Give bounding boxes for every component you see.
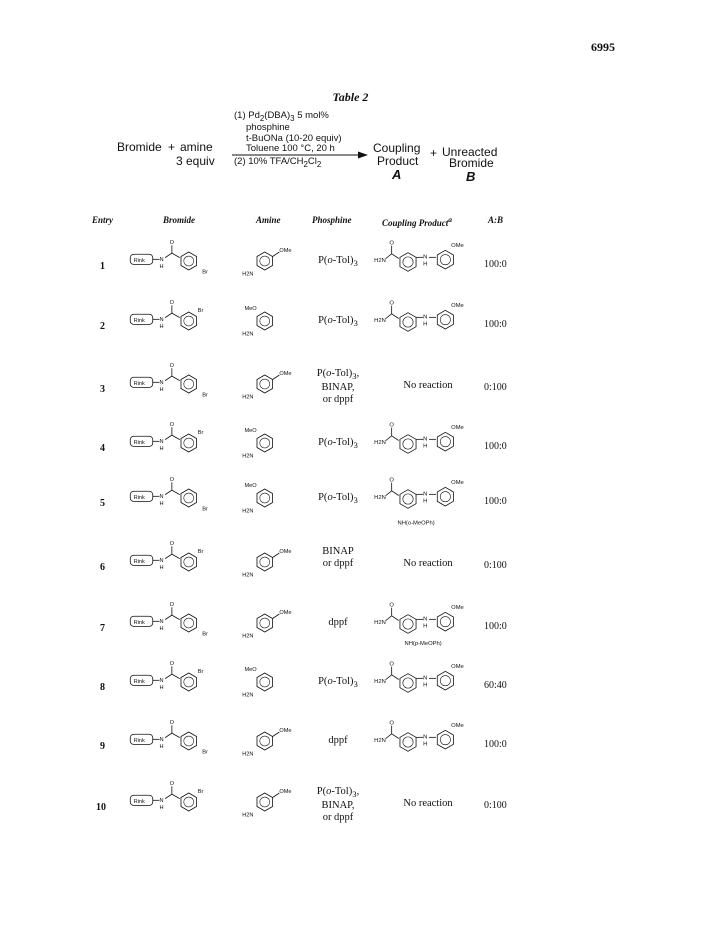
product-ring-b-aromatic [440, 617, 450, 627]
header-amine: Amine [256, 215, 281, 225]
amine-structure [242, 664, 292, 700]
product-ring-b-aromatic [440, 437, 450, 447]
benzene-ring-aromatic [184, 557, 194, 567]
bond [273, 793, 280, 798]
scheme-product-line1: Coupling [373, 141, 421, 155]
header-ratio: A:B [488, 215, 504, 225]
product-structure [372, 721, 472, 763]
amine-ring [257, 732, 273, 750]
amine-ring-aromatic [260, 797, 270, 807]
hydrogen-label: H [159, 386, 164, 393]
bond [172, 615, 180, 620]
bromine-label: Br [202, 392, 208, 399]
bond [273, 732, 280, 737]
amino-label: H2N [374, 738, 386, 744]
oxygen-label: O [169, 422, 174, 429]
benzene-ring [181, 312, 197, 330]
benzene-ring [181, 614, 197, 632]
bond [386, 436, 392, 441]
oxygen-label: O [389, 240, 394, 247]
ratio-value: 0:100 [484, 560, 507, 571]
amino-label: H2N [242, 331, 254, 338]
hydrogen-label: H [423, 443, 428, 450]
amine-ring [257, 553, 273, 571]
bromide-structure [128, 661, 218, 700]
bromine-label: Br [202, 631, 208, 638]
amine-ring [257, 614, 273, 632]
scheme-condition-4: Toluene 100 °C, 20 h [246, 143, 335, 154]
product-ring-a [400, 615, 416, 634]
product-ring-b [437, 671, 453, 690]
phosphine-cell: BINAP or dppf [322, 546, 354, 569]
methoxy-label: OMe [279, 610, 292, 616]
product-ring-a [400, 435, 416, 454]
nitrogen-label: N [423, 436, 428, 443]
ratio-value: 0:100 [484, 800, 507, 811]
amine-structure [242, 605, 292, 641]
hydrogen-label: H [423, 682, 428, 689]
product-ring-b-aromatic [440, 735, 450, 745]
amine-structure [242, 480, 292, 516]
bond [172, 490, 180, 495]
amino-label: H2N [242, 394, 254, 401]
benzene-ring [181, 793, 197, 811]
nitrogen-label: N [423, 616, 428, 623]
bond [386, 491, 392, 496]
benzene-ring-aromatic [184, 677, 194, 687]
entry-number: 8 [100, 682, 105, 693]
product-ring-b [437, 487, 453, 506]
oxygen-label: O [169, 240, 174, 247]
bromine-label: Br [197, 549, 204, 555]
bond [392, 616, 399, 621]
product-ring-b-aromatic [440, 492, 450, 502]
scheme-plus-1: + [168, 140, 176, 154]
amine-ring [257, 434, 273, 452]
nitrogen-label: N [159, 257, 164, 263]
hydrogen-label: H [159, 323, 164, 330]
oxygen-label: O [389, 661, 394, 668]
amine-ring-aromatic [260, 677, 270, 687]
scheme-plus-2: + [430, 146, 438, 160]
scheme-condition-3: t-BuONa (10-20 equiv) [246, 133, 342, 144]
benzene-ring-aromatic [184, 493, 194, 503]
hydrogen-label: H [423, 321, 428, 328]
product-ring-b-aromatic [440, 315, 450, 325]
methoxy-label: OMe [451, 479, 464, 486]
entry-number: 1 [100, 261, 105, 272]
bond [165, 674, 172, 679]
methoxy-label: OMe [451, 604, 464, 611]
oxygen-label: O [389, 477, 394, 484]
product-structure [372, 423, 472, 465]
benzene-ring [181, 489, 197, 507]
bond [165, 554, 172, 559]
amine-ring-aromatic [260, 438, 270, 448]
ratio-value: 60:40 [484, 680, 507, 691]
methoxy-label: MeO [244, 305, 257, 312]
product-ring-a [400, 253, 416, 272]
bromide-structure [128, 602, 218, 641]
entry-number: 6 [100, 562, 105, 573]
entry-number: 10 [96, 802, 106, 813]
product-ring-a-aromatic [403, 317, 413, 327]
hydrogen-label: H [159, 564, 164, 571]
entry-number: 2 [100, 321, 105, 332]
scheme-byproduct-line2: Bromide [449, 156, 494, 170]
bond [392, 436, 399, 441]
scheme-amine-equiv: 3 equiv [176, 154, 215, 168]
bromine-label: Br [202, 269, 208, 276]
product-no-reaction: No reaction [403, 798, 453, 809]
entry-number: 7 [100, 623, 105, 634]
nitrogen-label: N [423, 254, 428, 261]
product-structure [372, 662, 472, 704]
benzene-ring [181, 375, 197, 393]
bond [273, 553, 280, 558]
rink-label: Rink [133, 738, 145, 745]
product-ring-a-aromatic [403, 257, 413, 267]
bond [165, 435, 172, 440]
amine-ring [257, 489, 273, 507]
product-ring-a [400, 490, 416, 509]
nitrogen-label: N [159, 439, 164, 445]
amine-ring-aromatic [260, 256, 270, 266]
product-ring-a-aromatic [403, 439, 413, 449]
amino-label: H2N [242, 572, 254, 579]
hydrogen-label: H [159, 743, 164, 750]
methoxy-label: OMe [451, 302, 464, 309]
amino-label: H2N [374, 318, 386, 324]
bromide-structure [128, 781, 218, 820]
product-ring-b [437, 250, 453, 269]
bond [172, 435, 180, 440]
scheme-condition-2: phosphine [246, 122, 290, 133]
substituent-label: NH(p-MeOPh) [404, 641, 442, 647]
amine-ring-aromatic [260, 379, 270, 389]
amine-ring-aromatic [260, 618, 270, 628]
bromide-structure [128, 422, 218, 461]
bromine-label: Br [197, 308, 204, 314]
ratio-value: 100:0 [484, 496, 507, 507]
hydrogen-label: H [423, 498, 428, 505]
bromine-label: Br [197, 669, 204, 675]
ratio-value: 100:0 [484, 621, 507, 632]
bromine-label: Br [202, 506, 208, 513]
bond [386, 734, 392, 739]
product-ring-a [400, 733, 416, 752]
product-ring-b [437, 432, 453, 451]
oxygen-label: O [389, 602, 394, 609]
oxygen-label: O [169, 781, 174, 788]
substituent-label: NH(o-MeOPh) [397, 520, 435, 527]
amine-structure [242, 425, 292, 461]
benzene-ring-aromatic [184, 316, 194, 326]
ratio-value: 100:0 [484, 441, 507, 452]
hydrogen-label: H [159, 263, 164, 270]
bond [273, 252, 280, 257]
benzene-ring [181, 434, 197, 452]
bromine-label: Br [197, 789, 204, 795]
amino-label: H2N [242, 508, 254, 515]
bond [392, 734, 399, 739]
amine-structure [242, 723, 292, 759]
benzene-ring [181, 252, 197, 270]
bond [172, 554, 180, 559]
hydrogen-label: H [159, 500, 164, 507]
entry-number: 9 [100, 741, 105, 752]
amino-label: H2N [242, 453, 254, 460]
benzene-ring [181, 732, 197, 750]
methoxy-label: MeO [244, 666, 257, 673]
methoxy-label: OMe [279, 728, 292, 734]
header-phosphine: Phosphine [312, 215, 352, 225]
table-title: Table 2 [332, 90, 369, 104]
amine-structure [242, 784, 292, 820]
rink-label: Rink [133, 440, 145, 447]
product-no-reaction: No reaction [403, 558, 453, 569]
phosphine-cell: $P(o-Tol)_3$, BINAP, or dppf [316, 786, 360, 824]
bond [165, 253, 172, 258]
bromine-label: Br [202, 749, 208, 756]
rink-label: Rink [133, 799, 145, 806]
amino-label: H2N [374, 620, 386, 626]
product-ring-b [437, 730, 453, 749]
oxygen-label: O [169, 661, 174, 668]
nitrogen-label: N [159, 798, 164, 804]
nitrogen-label: N [159, 494, 164, 500]
bromide-structure [128, 720, 218, 759]
nitrogen-label: N [423, 675, 428, 682]
product-ring-a [400, 674, 416, 693]
scheme-byproduct-letter: B [466, 169, 476, 184]
rink-label: Rink [133, 679, 145, 686]
nitrogen-label: N [159, 558, 164, 564]
phosphine-cell: dppf [328, 735, 348, 746]
rink-label: Rink [133, 495, 145, 502]
methoxy-label: MeO [244, 427, 257, 434]
product-structure [372, 477, 472, 527]
bond [392, 254, 399, 259]
bond [386, 616, 392, 621]
bond [172, 313, 180, 318]
product-structure [372, 603, 472, 645]
product-ring-b [437, 612, 453, 631]
product-structure [372, 301, 472, 343]
scheme-product-letter: A [392, 167, 402, 182]
bond [165, 376, 172, 381]
nitrogen-label: N [159, 317, 164, 323]
benzene-ring-aromatic [184, 618, 194, 628]
product-ring-a-aromatic [403, 678, 413, 688]
nitrogen-label: N [159, 737, 164, 743]
bond [165, 313, 172, 318]
methoxy-label: OMe [279, 371, 292, 377]
entry-number: 4 [100, 443, 105, 454]
nitrogen-label: N [159, 380, 164, 386]
bond [392, 314, 399, 319]
benzene-ring-aromatic [184, 256, 194, 266]
oxygen-label: O [169, 363, 174, 370]
bond [172, 376, 180, 381]
product-ring-a [400, 313, 416, 332]
bond [392, 675, 399, 680]
bond [165, 490, 172, 495]
benzene-ring [181, 673, 197, 691]
bond [386, 675, 392, 680]
hydrogen-label: H [159, 445, 164, 452]
bond [165, 733, 172, 738]
ratio-value: 100:0 [484, 319, 507, 330]
header-coupling-product: Coupling Product$^a$ [382, 215, 453, 228]
hydrogen-label: H [423, 261, 428, 268]
bond [273, 375, 280, 380]
scheme-product-line2: Product [377, 154, 419, 168]
bromide-structure [128, 541, 218, 580]
scheme-byproduct-line1: Unreacted [442, 145, 498, 159]
benzene-ring-aromatic [184, 438, 194, 448]
amine-structure [242, 544, 292, 580]
benzene-ring-aromatic [184, 736, 194, 746]
oxygen-label: O [169, 300, 174, 307]
rink-label: Rink [133, 559, 145, 566]
methoxy-label: OMe [451, 424, 464, 431]
methoxy-label: OMe [451, 242, 464, 249]
hydrogen-label: H [159, 684, 164, 691]
ratio-value: 100:0 [484, 739, 507, 750]
oxygen-label: O [389, 300, 394, 307]
header-entry: Entry [92, 215, 114, 225]
rink-label: Rink [133, 381, 145, 388]
entry-number: 5 [100, 498, 105, 509]
oxygen-label: O [389, 720, 394, 727]
product-ring-b-aromatic [440, 255, 450, 265]
phosphine-cell: $P(o-Tol)_3$ [318, 437, 358, 451]
rink-label: Rink [133, 318, 145, 325]
benzene-ring [181, 553, 197, 571]
hydrogen-label: H [159, 804, 164, 811]
rink-label: Rink [133, 258, 145, 265]
oxygen-label: O [169, 602, 174, 609]
product-ring-a-aromatic [403, 737, 413, 747]
bromine-label: Br [197, 430, 204, 436]
amine-structure [242, 243, 292, 279]
amino-label: H2N [374, 495, 386, 501]
amino-label: H2N [374, 258, 386, 264]
nitrogen-label: N [423, 734, 428, 741]
oxygen-label: O [169, 720, 174, 727]
phosphine-cell: $P(o-Tol)_3$ [318, 492, 358, 506]
product-ring-a-aromatic [403, 494, 413, 504]
ratio-value: 0:100 [484, 382, 507, 393]
phosphine-cell: $P(o-Tol)_3$ [318, 315, 358, 329]
methoxy-label: OMe [279, 549, 292, 555]
header-bromide: Bromide [163, 215, 196, 225]
bromide-structure [128, 300, 218, 339]
bond [172, 733, 180, 738]
hydrogen-label: H [159, 625, 164, 632]
amine-ring [257, 793, 273, 811]
bond [172, 674, 180, 679]
methoxy-label: OMe [279, 248, 292, 254]
amine-ring [257, 375, 273, 393]
entry-number: 3 [100, 384, 105, 395]
hydrogen-label: H [423, 741, 428, 748]
bond [386, 254, 392, 259]
amine-ring [257, 673, 273, 691]
product-ring-b [437, 310, 453, 329]
bond [172, 794, 180, 799]
methoxy-label: MeO [244, 482, 257, 489]
nitrogen-label: N [159, 619, 164, 625]
amine-ring [257, 252, 273, 270]
bromide-structure [128, 477, 218, 516]
methoxy-label: OMe [279, 789, 292, 795]
scheme-condition-1: (1) $Pd_2(DBA)_3$ 5 mol% [234, 110, 329, 123]
product-structure [372, 241, 472, 283]
amino-label: H2N [242, 633, 254, 640]
amine-ring-aromatic [260, 557, 270, 567]
phosphine-cell: $P(o-Tol)_3$ [318, 255, 358, 269]
oxygen-label: O [389, 422, 394, 429]
oxygen-label: O [169, 477, 174, 484]
amino-label: H2N [242, 812, 254, 819]
benzene-ring-aromatic [184, 379, 194, 389]
amine-ring [257, 312, 273, 330]
bond [165, 615, 172, 620]
methoxy-label: OMe [451, 663, 464, 670]
amine-structure [242, 366, 292, 402]
nitrogen-label: N [159, 678, 164, 684]
nitrogen-label: N [423, 491, 428, 498]
bond [386, 314, 392, 319]
amino-label: H2N [374, 440, 386, 446]
phosphine-cell: $P(o-Tol)_3$ [318, 676, 358, 690]
hydrogen-label: H [423, 623, 428, 630]
methoxy-label: OMe [451, 722, 464, 729]
scheme-reactant-amine: amine [180, 140, 213, 154]
bromide-structure [128, 363, 218, 402]
rink-label: Rink [133, 620, 145, 627]
phosphine-cell: $P(o-Tol)_3$, BINAP, or dppf [316, 368, 360, 406]
nitrogen-label: N [423, 314, 428, 321]
amine-ring-aromatic [260, 316, 270, 326]
product-ring-a-aromatic [403, 619, 413, 629]
amino-label: H2N [242, 751, 254, 758]
bond [392, 491, 399, 496]
bond [172, 253, 180, 258]
phosphine-cell: dppf [328, 617, 348, 628]
product-ring-b-aromatic [440, 676, 450, 686]
bromide-structure [128, 240, 218, 279]
amino-label: H2N [242, 271, 254, 278]
oxygen-label: O [169, 541, 174, 548]
amino-label: H2N [242, 692, 254, 699]
amine-structure [242, 303, 292, 339]
bond [273, 614, 280, 619]
product-no-reaction: No reaction [403, 380, 453, 391]
bond [165, 794, 172, 799]
scheme-condition-5: (2) 10% TFA/$CH_2Cl_2$ [234, 156, 322, 169]
scheme-reactant-bromide: Bromide [117, 140, 162, 154]
ratio-value: 100:0 [484, 259, 507, 270]
amine-ring-aromatic [260, 493, 270, 503]
amino-label: H2N [374, 679, 386, 685]
benzene-ring-aromatic [184, 797, 194, 807]
page-number: 6995 [591, 40, 615, 54]
amine-ring-aromatic [260, 736, 270, 746]
